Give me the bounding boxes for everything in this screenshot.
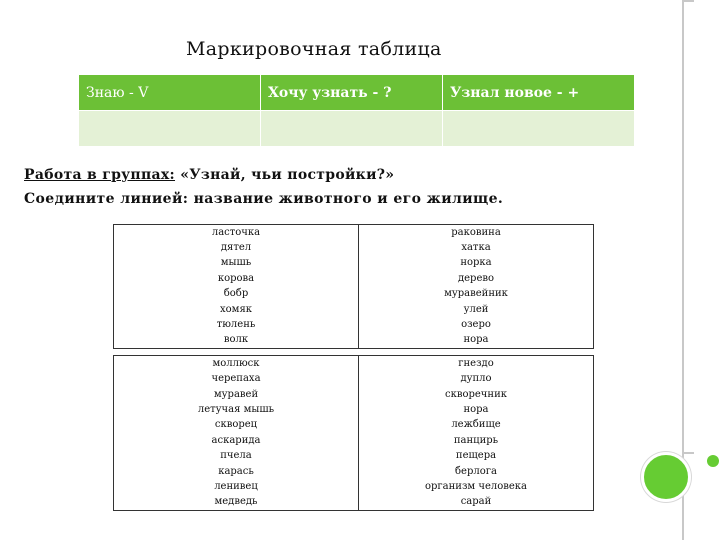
matching-row xyxy=(114,464,594,479)
home-name[interactable]: нора xyxy=(359,402,594,417)
matching-row xyxy=(114,302,594,317)
home-name[interactable]: норка xyxy=(359,256,594,271)
home-name[interactable]: раковина xyxy=(359,225,594,241)
home-name[interactable]: берлога xyxy=(359,464,594,479)
home-name[interactable]: хатка xyxy=(359,240,594,255)
marking-header-learned-label: Узнал новое - + xyxy=(450,84,580,101)
home-name[interactable]: муравейник xyxy=(359,287,594,302)
animal-name[interactable]: летучая мышь xyxy=(114,402,359,417)
marking-table xyxy=(78,74,635,147)
decorative-border-tick xyxy=(684,0,694,2)
home-name[interactable]: пещера xyxy=(359,448,594,463)
home-name[interactable]: дерево xyxy=(359,271,594,286)
marking-table-row xyxy=(79,111,635,147)
matching-table xyxy=(113,224,594,511)
decorative-dot xyxy=(707,455,719,467)
animal-name[interactable]: ленивец xyxy=(114,479,359,494)
matching-row xyxy=(114,402,594,417)
home-name[interactable]: скворечник xyxy=(359,387,594,402)
decorative-circle xyxy=(641,452,691,502)
marking-cell-want[interactable] xyxy=(261,111,443,147)
animal-name[interactable]: черепаха xyxy=(114,372,359,387)
task-heading xyxy=(24,167,394,183)
matching-row xyxy=(114,372,594,387)
matching-row xyxy=(114,317,594,332)
animal-name[interactable]: скворец xyxy=(114,418,359,433)
home-name[interactable]: нора xyxy=(359,333,594,349)
animal-name[interactable]: пчела xyxy=(114,448,359,463)
animal-name[interactable]: моллюск xyxy=(114,356,359,372)
home-name[interactable]: озеро xyxy=(359,317,594,332)
animal-name[interactable]: бобр xyxy=(114,287,359,302)
animal-name[interactable]: тюлень xyxy=(114,317,359,332)
marking-header-learned xyxy=(443,75,635,111)
animal-name[interactable]: мышь xyxy=(114,256,359,271)
animal-name[interactable]: муравей xyxy=(114,387,359,402)
animal-name[interactable]: хомяк xyxy=(114,302,359,317)
matching-row xyxy=(114,333,594,349)
task-game-title: «Узнай, чьи постройки?» xyxy=(175,167,395,183)
marking-cell-know[interactable] xyxy=(79,111,261,147)
home-name[interactable]: сарай xyxy=(359,495,594,511)
matching-row xyxy=(114,256,594,271)
home-name[interactable]: гнездо xyxy=(359,356,594,372)
animal-name[interactable]: аскарида xyxy=(114,433,359,448)
home-name[interactable]: панцирь xyxy=(359,433,594,448)
separator-cell xyxy=(114,349,359,356)
matching-row xyxy=(114,287,594,302)
decorative-border-tick xyxy=(684,452,694,454)
marking-header-want xyxy=(261,75,443,111)
matching-row xyxy=(114,356,594,372)
matching-row xyxy=(114,433,594,448)
matching-row xyxy=(114,479,594,494)
matching-row xyxy=(114,225,594,241)
animal-name[interactable]: карась xyxy=(114,464,359,479)
matching-row xyxy=(114,387,594,402)
task-label: Работа в группах: xyxy=(24,167,176,183)
page-title: Маркировочная таблица xyxy=(186,38,442,60)
marking-header-want-label: Хочу узнать - ? xyxy=(268,84,392,101)
animal-name[interactable]: медведь xyxy=(114,495,359,511)
home-name[interactable]: улей xyxy=(359,302,594,317)
task-instruction: Соедините линией: название животного и его жилище. xyxy=(24,191,504,207)
home-name[interactable]: лежбище xyxy=(359,418,594,433)
matching-row xyxy=(114,271,594,286)
matching-row xyxy=(114,448,594,463)
marking-cell-learned[interactable] xyxy=(443,111,635,147)
home-name[interactable]: дупло xyxy=(359,372,594,387)
home-name[interactable]: организм человека xyxy=(359,479,594,494)
matching-row xyxy=(114,495,594,511)
animal-name[interactable]: волк xyxy=(114,333,359,349)
marking-table-header xyxy=(79,75,635,111)
marking-header-know: Знаю - V xyxy=(79,75,261,111)
matching-table-body xyxy=(114,225,594,511)
animal-name[interactable]: ласточка xyxy=(114,225,359,241)
group-separator xyxy=(114,349,594,356)
animal-name[interactable]: дятел xyxy=(114,240,359,255)
separator-cell xyxy=(359,349,594,356)
matching-row xyxy=(114,418,594,433)
animal-name[interactable]: корова xyxy=(114,271,359,286)
matching-row xyxy=(114,240,594,255)
